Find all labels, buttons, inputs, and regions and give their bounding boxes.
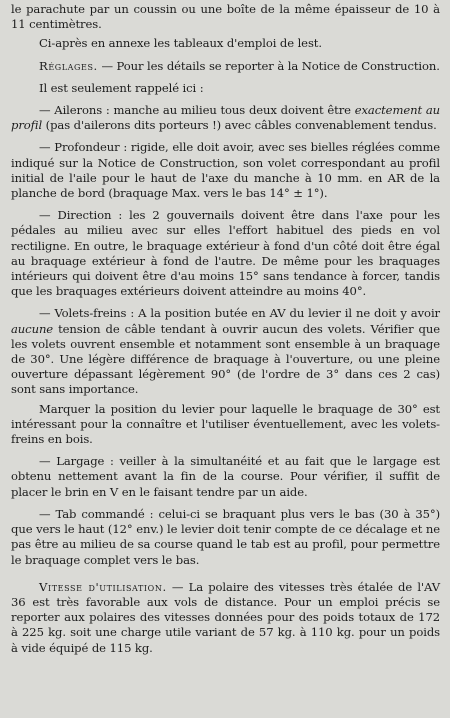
ailerons-text-end: (pas d'ailerons dits porteurs !) avec câbles convenablement tendus. [42, 118, 437, 133]
paragraph-marquer: Marquer la position du levier pour laquelle le braquage de 30° est intéressant pour la connaître et l'utiliser éventuellement, avec les volets-freins en bois. [11, 401, 440, 447]
volets-emphasis: aucune [11, 321, 54, 336]
paragraph-direction: — Direction : les 2 gouvernails doivent être dans l'axe pour les pédales au milieu avec sur elles l'effort habituel des pieds en vol rectiligne. En outre, le braquage extérieur à fond d'un côté doit être égal au braquage extérieur à fond de l'autre. De même pour les braquages intérieurs qui doivent être d'au moins 15° sans tendance à forcer, tandis que les braquages extérieurs doivent atteindre au moins 40°. [11, 208, 440, 299]
section-heading-reglages: Réglages. [39, 58, 98, 73]
paragraph-volets-freins [11, 306, 440, 397]
reglages-text: — Pour les détails se reporter à la Notice de Construction. [97, 58, 440, 73]
volets-text-end: tension de câble tendant à ouvrir aucun des volets. Vérifier que les volets ouvrent ensemble et notamment sont ensemble à un braquage de 30°. Une légère différence de braquage à l'ouverture, ou une pleine ouverture dépassant légèrement 90° (de l'ordre de 3° dans ces 2 cas) sont sans importance. [11, 321, 440, 397]
paragraph-vitesse [11, 580, 440, 656]
ailerons-emphasis: exactement au profil [11, 103, 441, 133]
paragraph-rappel: Il est seulement rappelé ici : [39, 80, 204, 95]
paragraph-lest-annex: Ci-après en annexe les tableaux d'emploi de lest. [39, 36, 322, 51]
vitesse-text: — La polaire des vitesses très étalée de l'AV 36 est très favorable aux vols de distance. Pour un emploi précis se reporter aux polaires des vitesses données pour des poids totaux de 172 à 225 kg. soit une charge utile variant de 57 kg. à 110 kg. pour un poids à vide équipé de 115 kg. [11, 579, 440, 655]
section-heading-vitesse: Vitesse d'utilisation. [39, 579, 167, 594]
ailerons-text-start: — Ailerons : manche au milieu tous deux doivent être [39, 103, 355, 118]
paragraph-tab-commande: — Tab commandé : celui-ci se braquant plus vers le bas (30 à 35°) que vers le haut (12° env.) le levier doit tenir compte de ce décalage et ne pas être au milieu de sa course quand le tab est au profil, pour permettre le braquage complet vers le bas. [11, 506, 440, 567]
paragraph-profondeur: — Profondeur : rigide, elle doit avoir, avec ses bielles réglées comme indiqué sur la Notice de Construction, son volet correspondant au profil initial de l'aile pour le haut de l'axe du manche à 10 mm. en AR de la planche de bord (braquage Max. vers le bas 14° ± 1°). [11, 140, 440, 201]
paragraph-ailerons [11, 103, 440, 133]
paragraph-largage: — Largage : veiller à la simultanéité et au fait que le largage est obtenu nettement avant la fin de la course. Pour vérifier, il suffit de placer le brin en V en le faisant tendre par un aide. [11, 454, 440, 499]
volets-text-start: — Volets-freins : A la position butée en AV du levier il ne doit y avoir [39, 306, 440, 321]
paragraph-continuation: le parachute par un coussin ou une boîte de la même épaisseur de 10 à 11 centimètres. [11, 2, 440, 32]
paragraph-reglages [11, 59, 440, 74]
